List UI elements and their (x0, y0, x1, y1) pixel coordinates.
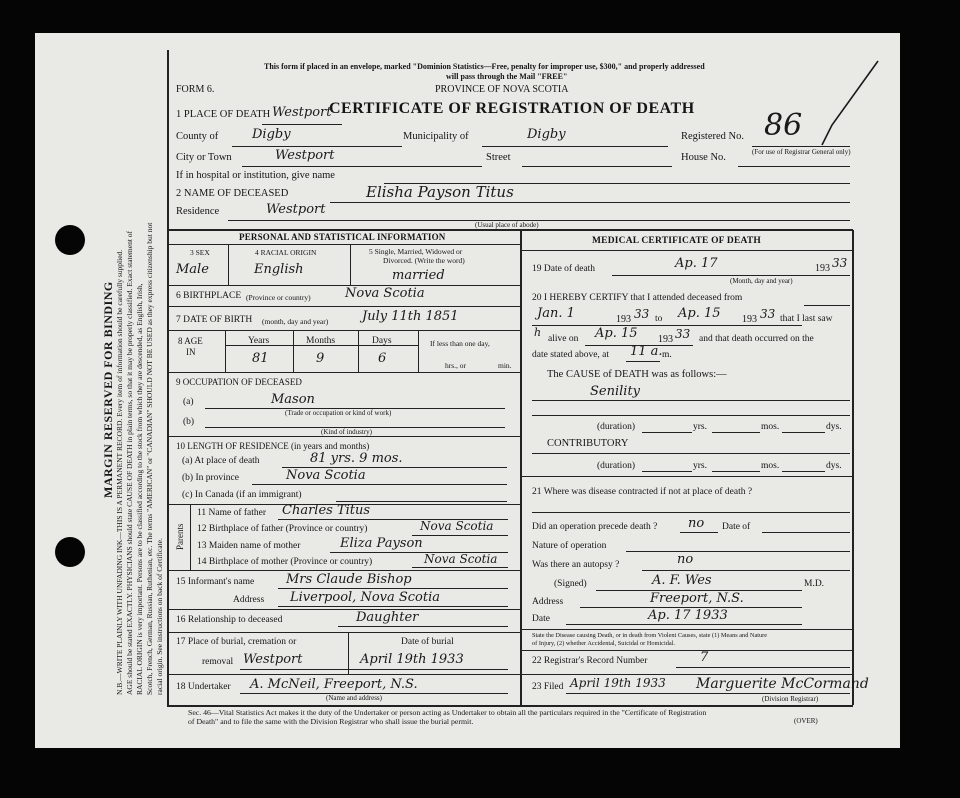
age-months-label: Months (306, 336, 336, 346)
violent-causes-note-1: State the Disease causing Death, or in death from Violent Causes, state (1) Means and Nature (532, 632, 768, 639)
house-no-label: House No. (681, 152, 726, 163)
age-label-2: IN (186, 347, 196, 357)
operation-nature-label: Nature of operation (532, 541, 607, 551)
cause-label: The CAUSE of DEATH was as follows:— (547, 369, 727, 380)
operation-label: Did an operation precede death ? (532, 522, 658, 532)
father-birthplace-value: Nova Scotia (420, 519, 494, 533)
residence-length-label: 10 LENGTH OF RESIDENCE (in years and months) (176, 441, 370, 451)
md-label: M.D. (804, 579, 825, 589)
death-occurred-label: and that death occurred on the (699, 334, 814, 344)
abode-note: (Usual place of abode) (475, 221, 539, 229)
city-label: City or Town (176, 152, 232, 163)
residence-c-label: (c) In Canada (if an immigrant) (182, 490, 302, 500)
informant-value: Mrs Claude Bishop (286, 572, 412, 587)
margin-instruction-3: RACIAL ORIGIN is very important. Persons are to be classified according to the stock from which they are descended, as English, Irish, (135, 283, 144, 695)
last-saw-label: that I last saw (780, 314, 833, 324)
form-left-border (167, 50, 169, 705)
parents-label: Parents (175, 523, 185, 550)
section-46-note-2: of Death" and to file the same with the Division Registrar who shall issue the burial permit. (188, 717, 474, 726)
alive-year-prefix: 193 (658, 334, 673, 345)
to-label: to (655, 314, 663, 324)
death-time-suffix: m. (662, 350, 672, 360)
margin-instruction-4: Scotch, French, German, Russian, Ruthenian, etc. The terms "AMERICAN" or "CANADIAN" SHOULD NOT BE USED as they express citizenship but not (145, 222, 154, 695)
contrib-duration-label: (duration) (597, 461, 635, 471)
birthplace-value: Nova Scotia (345, 286, 425, 301)
alive-year-value: 33 (675, 327, 691, 341)
undertaker-hint: (Name and address) (326, 694, 382, 702)
mother-name-label: 13 Maiden name of mother (197, 541, 301, 551)
operation-date-label: Date of (722, 522, 751, 532)
mail-notice-line2: will pass through the Mail "FREE" (446, 72, 568, 81)
racial-origin-label: 4 RACIAL ORIGIN (255, 248, 317, 257)
section-46-note-1: Sec. 46—Vital Statistics Act makes it the duty of the Undertaker or person acting as Undertaker to obtain all the particulars required in the "Certificate of Registration (188, 708, 707, 717)
medical-heading: MEDICAL CERTIFICATE OF DEATH (592, 236, 761, 246)
q21-label: 21 Where was disease contracted if not at place of death ? (532, 487, 753, 497)
mother-name-value: Eliza Payson (340, 536, 423, 551)
residence-value: Westport (266, 202, 326, 217)
cause-dys-label: dys. (826, 422, 842, 432)
birthplace-label: 6 BIRTHPLACE (176, 291, 242, 301)
age-days-value: 6 (378, 351, 387, 366)
alive-on-label: alive on (548, 334, 579, 344)
death-date-value: Ap. 17 (675, 256, 718, 271)
mother-birthplace-value: Nova Scotia (424, 552, 498, 566)
death-time-value: 11 a. (630, 344, 663, 359)
occupation-a-hint: (Trade or occupation or kind of work) (285, 409, 392, 417)
residence-a-value: 81 yrs. 9 mos. (310, 451, 403, 466)
age-days-label: Days (372, 336, 392, 346)
date-stated-label: date stated above, at (532, 350, 610, 360)
physician-date-label: Date (532, 614, 550, 624)
relationship-label: 16 Relationship to deceased (176, 615, 283, 625)
alive-on-value: Ap. 15 (595, 326, 638, 341)
burial-place-label: 17 Place of burial, cremation or (176, 637, 297, 647)
occupation-b-hint: (Kind of industry) (321, 428, 372, 436)
informant-address-label: Address (233, 595, 265, 605)
to-year-prefix: 193 (742, 314, 757, 325)
cause-mos-label: mos. (761, 422, 780, 432)
certificate-title: CERTIFICATE OF REGISTRATION OF DEATH (329, 100, 695, 117)
signed-label: (Signed) (554, 579, 587, 589)
binding-hole-top (55, 225, 85, 255)
death-date-label: 19 Date of death (532, 264, 596, 274)
residence-label: Residence (176, 206, 220, 217)
death-year-value: 33 (832, 256, 848, 270)
filed-value: April 19th 1933 (570, 676, 666, 690)
contrib-dys-label: dys. (826, 461, 842, 471)
marital-value: married (392, 268, 445, 283)
age-label-1: 8 AGE (178, 336, 203, 346)
certify-label: 20 I HEREBY CERTIFY that I attended deceased from (532, 293, 743, 303)
registrar-record-value: 7 (700, 650, 709, 665)
county-label: County of (176, 131, 219, 142)
contributory-label: CONTRIBUTORY (547, 438, 629, 449)
date-of-birth-value: July 11th 1851 (362, 309, 459, 324)
over-label: (OVER) (794, 717, 818, 725)
contrib-mos-label: mos. (761, 461, 780, 471)
city-value: Westport (275, 148, 335, 163)
burial-date-value: April 19th 1933 (360, 652, 464, 667)
division-registrar-hint: (Division Registrar) (762, 695, 819, 703)
registered-no-label: Registered No. (681, 131, 744, 142)
physician-date-value: Ap. 17 1933 (648, 608, 728, 623)
undertaker-label: 18 Undertaker (176, 682, 231, 692)
registrar-general-note: (For use of Registrar General only) (752, 148, 851, 156)
registrar-record-label: 22 Registrar's Record Number (532, 656, 648, 666)
operation-value: no (688, 516, 705, 531)
county-value: Digby (252, 127, 291, 142)
place-of-death-label: 1 PLACE OF DEATH (176, 109, 271, 120)
residence-a-label: (a) At place of death (182, 456, 260, 466)
attended-from-year: 33 (634, 307, 650, 321)
hospital-label: If in hospital or institution, give name (176, 170, 335, 181)
burial-date-label: Date of burial (401, 637, 454, 647)
sex-value: Male (176, 262, 209, 277)
municipality-value: Digby (527, 127, 566, 142)
from-year-prefix: 193 (616, 314, 631, 325)
undertaker-value: A. McNeil, Freeport, N.S. (250, 677, 418, 692)
marital-label-1: 5 Single, Married, Widowed or (369, 247, 463, 256)
autopsy-label: Was there an autopsy ? (532, 560, 620, 570)
residence-b-label: (b) In province (182, 473, 239, 483)
father-name-label: 11 Name of father (197, 508, 267, 518)
street-label: Street (486, 152, 511, 163)
province-label: PROVINCE OF NOVA SCOTIA (435, 84, 569, 95)
father-birthplace-label: 12 Birthplace of father (Province or country) (197, 524, 368, 534)
form-right-border (852, 230, 854, 705)
cause-value: Senility (590, 384, 641, 399)
check-mark-icon (818, 55, 888, 155)
registered-no-value: 86 (764, 108, 803, 143)
death-date-hint: (Month, day and year) (730, 277, 793, 285)
father-name-value: Charles Titus (282, 503, 371, 518)
margin-reserved-label: MARGIN RESERVED FOR BINDING (101, 281, 115, 498)
cause-yrs-label: yrs. (693, 422, 707, 432)
municipality-label: Municipality of (403, 131, 469, 142)
age-months-value: 9 (316, 351, 325, 366)
attended-from-value: Jan. 1 (537, 306, 575, 321)
violent-causes-note-2: of Injury, (2) whether Accidental, Suicidal or Homicidal. (532, 640, 675, 647)
date-of-birth-label: 7 DATE OF BIRTH (176, 315, 253, 325)
physician-address-label: Address (532, 597, 564, 607)
age-hrs-label: hrs., or (445, 361, 467, 370)
occupation-b-marker: (b) (183, 417, 195, 427)
marital-label-2: Divorced. (Write the word) (383, 256, 465, 265)
age-less-than-day: If less than one day, (430, 339, 490, 348)
informant-address-value: Liverpool, Nova Scotia (290, 590, 441, 605)
cause-duration-label: (duration) (597, 422, 635, 432)
age-years-label: Years (248, 336, 270, 346)
burial-removal-label: removal (202, 657, 234, 667)
attended-to-value: Ap. 15 (678, 306, 721, 321)
age-min-label: min. (498, 361, 512, 370)
date-of-birth-hint: (month, day and year) (262, 317, 329, 326)
occupation-label: 9 OCCUPATION OF DECEASED (176, 377, 302, 387)
binding-hole-bottom (55, 537, 85, 567)
age-years-value: 81 (252, 351, 269, 366)
registrar-signature: Marguerite McCormand (696, 676, 869, 692)
section-top-divider (167, 229, 853, 231)
residence-b-value: Nova Scotia (286, 468, 366, 483)
form-number: FORM 6. (176, 84, 215, 95)
mother-birthplace-label: 14 Birthplace of mother (Province or country) (197, 557, 373, 567)
filed-label: 23 Filed (532, 682, 564, 692)
margin-instruction-5: racial origin. See instructions on back of Certificate. (155, 538, 164, 695)
place-of-death-value: Westport (272, 105, 332, 120)
personal-heading: PERSONAL AND STATISTICAL INFORMATION (239, 232, 446, 242)
name-of-deceased-label: 2 NAME OF DECEASED (176, 188, 289, 199)
physician-signature: A. F. Wes (652, 573, 712, 588)
racial-origin-value: English (254, 262, 304, 277)
informant-label: 15 Informant's name (176, 577, 255, 587)
margin-instruction-2: AGE should be stated EXACTLY. PHYSICIANS should state CAUSE OF DEATH in plain terms, so that it may be properly classified. Exact statement of (125, 230, 134, 695)
margin-instruction-1: N.B.—WRITE PLAINLY WITH UNFADING INK—THIS IS A PERMANENT RECORD. Every item of information should be carefully supplied. (115, 249, 124, 695)
section-center-divider (520, 229, 522, 705)
birthplace-hint: (Province or country) (246, 293, 311, 302)
him-her-value: h (534, 326, 542, 339)
name-of-deceased-value: Elisha Payson Titus (366, 183, 514, 201)
death-year-prefix: 193 (815, 263, 830, 274)
mail-notice-line1: This form if placed in an envelope, marked "Dominion Statistics—Free, penalty for improper use, $300," and properly addressed (264, 62, 705, 71)
form-bottom-border (167, 705, 853, 707)
burial-place-value: Westport (243, 652, 303, 667)
contrib-yrs-label: yrs. (693, 461, 707, 471)
sex-label: 3 SEX (190, 248, 210, 257)
occupation-value: Mason (271, 392, 315, 407)
relationship-value: Daughter (356, 610, 419, 625)
occupation-a-marker: (a) (183, 397, 194, 407)
attended-to-year: 33 (760, 307, 776, 321)
autopsy-value: no (677, 552, 694, 567)
physician-address-value: Freeport, N.S. (650, 591, 744, 606)
